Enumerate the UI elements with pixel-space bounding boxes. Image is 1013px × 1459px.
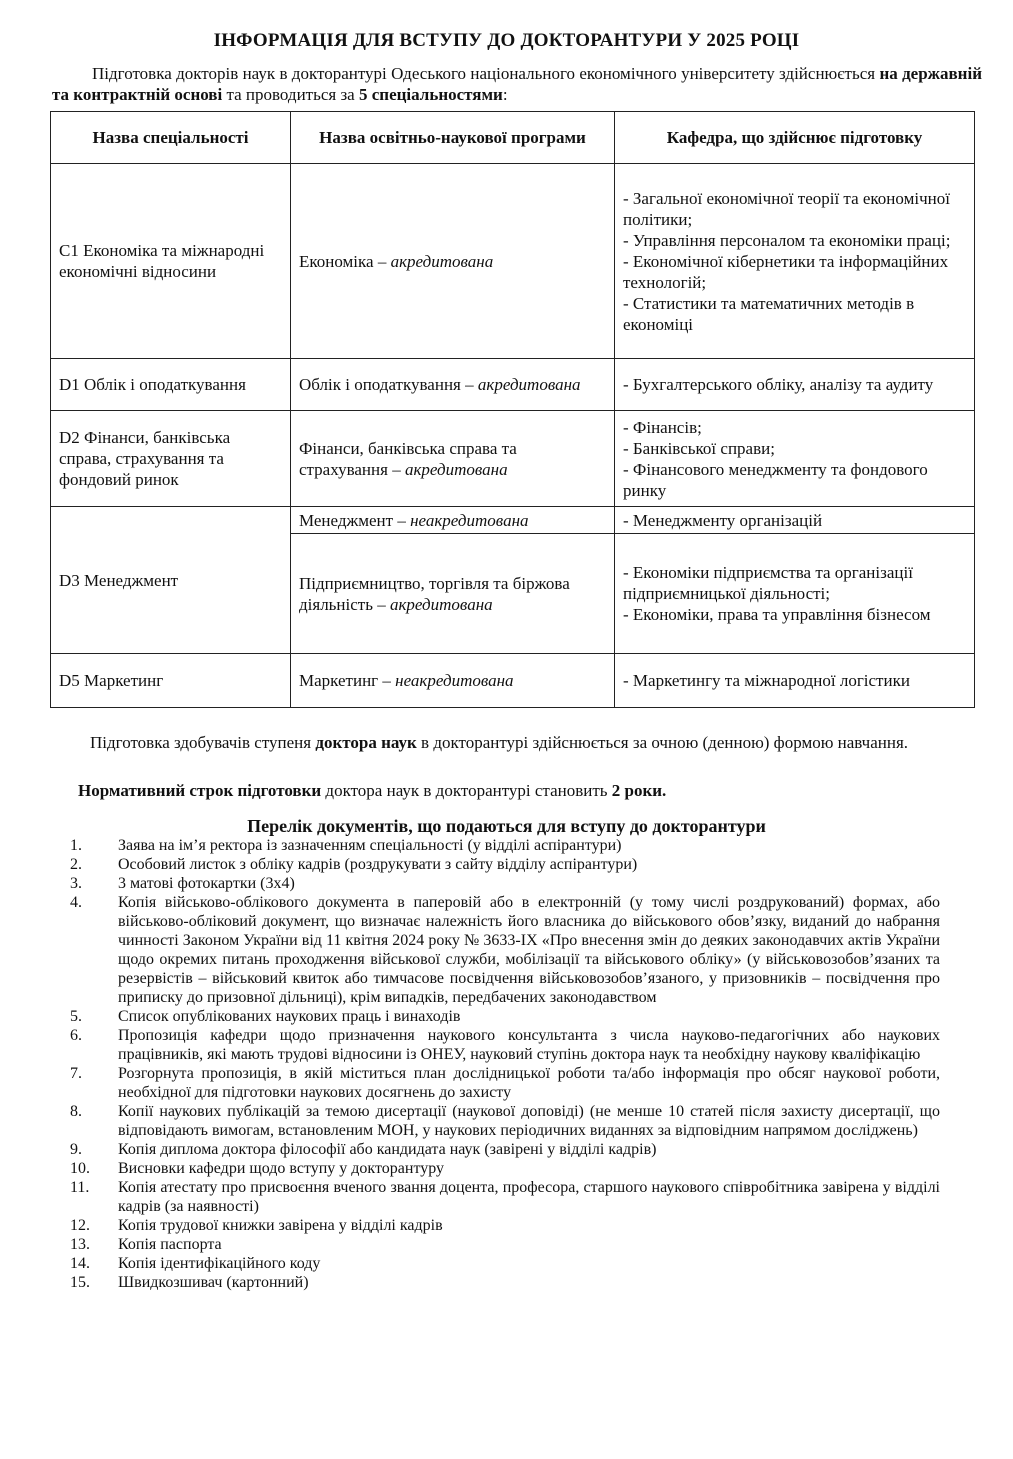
department-item: - Загальної економічної теорії та економічної політики; xyxy=(623,188,950,229)
program-status: акредитована xyxy=(404,459,508,479)
program-name: Підприємництво, торгівля та біржова діяльність – xyxy=(299,573,570,614)
list-item xyxy=(70,1007,940,1026)
program-cell xyxy=(291,507,615,534)
list-item xyxy=(70,1102,940,1140)
list-item-number: 1. xyxy=(70,837,82,854)
specialty-cell: D3 Менеджмент xyxy=(51,507,291,654)
study-form-text-2: в докторантурі здійснюється за очною (денною) формою навчання. xyxy=(416,733,909,752)
list-item-text: Швидкозшивач (картонний) xyxy=(118,1274,309,1291)
specialty-cell: D2 Фінанси, банківська справа, страхування та фондовий ринок xyxy=(51,411,291,507)
list-item xyxy=(70,1064,940,1102)
list-item-number: 12. xyxy=(70,1217,90,1234)
department-cell xyxy=(615,164,975,359)
department-cell xyxy=(615,654,975,708)
intro-text-2: та проводиться за xyxy=(222,85,359,104)
term-text: доктора наук в докторантурі становить xyxy=(321,781,612,800)
program-name: Маркетинг – xyxy=(299,671,396,690)
list-item xyxy=(70,893,940,1007)
program-status: акредитована xyxy=(389,594,493,614)
list-item-number: 8. xyxy=(70,1103,82,1120)
list-item-number: 7. xyxy=(70,1065,82,1082)
list-item-text: Заява на ім’я ректора із зазначенням спеціальності (у відділі аспірантури) xyxy=(118,837,622,854)
documents-title: Перелік документів, що подаються для вступу до докторантури xyxy=(247,816,766,836)
list-item-text: Список опублікованих наукових праць і винаходів xyxy=(118,1008,461,1025)
program-name: Фінанси, банківська справа та страхування – xyxy=(299,438,517,479)
department-item: - Економічної кібернетики та інформаційних технологій; xyxy=(623,251,949,292)
documents-list xyxy=(70,836,940,1292)
study-form-block xyxy=(50,732,980,753)
intro-text: Підготовка докторів наук в докторантурі Одеського національного економічного університету здійснюється xyxy=(92,64,880,83)
department-cell xyxy=(615,507,975,534)
program-status: неакредитована xyxy=(410,510,529,530)
list-item-number: 6. xyxy=(70,1027,82,1044)
department-cell xyxy=(615,534,975,654)
list-item xyxy=(70,1235,940,1254)
term-paragraph xyxy=(50,780,980,801)
department-item: - Економіки підприємства та організації підприємницької діяльності; xyxy=(623,563,913,603)
program-cell xyxy=(291,164,615,359)
list-item xyxy=(70,855,940,874)
program-status: неакредитована xyxy=(395,671,514,690)
list-item xyxy=(70,1026,940,1064)
department-item: - Менеджменту організацій xyxy=(623,510,823,530)
table-row xyxy=(51,164,975,359)
specialty-cell: D1 Облік і оподаткування xyxy=(51,359,291,411)
list-item-number: 15. xyxy=(70,1274,90,1291)
list-item-number: 11. xyxy=(70,1179,90,1196)
list-item xyxy=(70,1178,940,1216)
program-cell xyxy=(291,654,615,708)
table-row xyxy=(51,411,975,507)
list-item xyxy=(70,836,940,855)
table-row xyxy=(51,359,975,411)
list-item-number: 13. xyxy=(70,1236,90,1253)
list-item-text: 3 матові фотокартки (3х4) xyxy=(118,875,295,892)
term-bold: Нормативний строк підготовки xyxy=(78,781,322,800)
study-form-bold: доктора наук xyxy=(315,733,417,752)
program-name: Економіка – xyxy=(299,251,391,271)
list-item xyxy=(70,1216,940,1235)
list-item-number: 10. xyxy=(70,1160,90,1177)
list-item-number: 9. xyxy=(70,1141,82,1158)
program-cell xyxy=(291,359,615,411)
list-item-text: Копія військово-облікового документа в паперовій або в електронній (у тому числі роздрукований) формах, або військово-обліковий документ, що визначає належність його власника до військового обов’язку, виданий до набрання чинності Законом України від 11 квітня 2024 року № 3633-IX «Про внесення змін до деяких законодавчих актів України щодо окремих питань проходження військової служби, мобілізації та військового обліку» (у військовозобов’язаних та резервістів – військовий квиток або тимчасове посвідчення військовозобов’язаного, у призовників – посвідчення про приписку до призовної дільниці), крім випадків, передбачених законодавством xyxy=(118,894,940,1006)
intro-bold-count: 5 спеціальностями xyxy=(358,85,503,104)
table-header-row xyxy=(51,112,975,164)
list-item-text: Копія атестату про присвоєння вченого звання доцента, професора, старшого наукового співробітника завірена у відділі кадрів (за наявності) xyxy=(118,1179,940,1215)
list-item-text: Розгорнута пропозиція, в якій міститься план дослідницької роботи та/або інформація про обсяг наукової роботи, необхідної для підготовки наукових досягнень до захисту xyxy=(118,1065,940,1101)
specialty-cell: С1 Економіка та міжнародні економічні відносини xyxy=(51,164,291,359)
intro-paragraph xyxy=(52,63,982,105)
department-item: - Управління персоналом та економіки праці; xyxy=(623,230,951,250)
study-form-text: Підготовка здобувачів ступеня xyxy=(90,733,316,752)
list-item-text: Особовий листок з обліку кадрів (роздрукувати з сайту відділу аспірантури) xyxy=(118,856,638,873)
department-item: - Економіки, права та управління бізнесом xyxy=(623,605,931,624)
list-item-text: Пропозиція кафедри щодо призначення наукового консультанта з числа науково-педагогічних або наукових працівників, які мають трудові відносини із ОНЕУ, науковий ступінь доктора наук та необхідну наукову кваліфікацію xyxy=(118,1027,940,1063)
program-status: акредитована xyxy=(477,375,581,394)
list-item-number: 3. xyxy=(70,875,82,892)
page-title: ІНФОРМАЦІЯ ДЛЯ ВСТУПУ ДО ДОКТОРАНТУРИ У 2025 РОЦІ xyxy=(213,30,800,51)
list-item xyxy=(70,1140,940,1159)
department-item: - Бухгалтерського обліку, аналізу та аудиту xyxy=(623,375,934,394)
intro-bold-basis: на державній та контрактній основі xyxy=(52,64,982,104)
program-name: Менеджмент – xyxy=(299,510,411,530)
term-block xyxy=(50,780,980,801)
department-cell xyxy=(615,359,975,411)
intro-text-3: : xyxy=(502,85,508,104)
list-item-text: Копія диплома доктора філософії або кандидата наук (завірені у відділі кадрів) xyxy=(118,1141,657,1158)
header-department: Кафедра, що здійснює підготовку xyxy=(615,112,975,164)
list-item-number: 4. xyxy=(70,894,82,911)
department-item: - Фінансового менеджменту та фондового ринку xyxy=(623,459,928,500)
list-item-number: 5. xyxy=(70,1008,82,1025)
list-item-number: 14. xyxy=(70,1255,90,1272)
department-item: - Фінансів; xyxy=(623,417,702,437)
program-name: Облік і оподаткування – xyxy=(299,375,478,394)
list-item xyxy=(70,1159,940,1178)
department-item: - Статистики та математичних методів в економіці xyxy=(623,293,915,334)
list-item xyxy=(70,874,940,893)
list-item-text: Копії наукових публікацій за темою дисертації (наукової доповіді) (не менше 10 статей після захисту дисертації, що відповідають вимогам, встановленим МОН, у наукових періодичних виданнях за відповідним напрямом досліджень) xyxy=(118,1103,940,1139)
table-row xyxy=(51,507,975,534)
department-item: - Маркетингу та міжнародної логістики xyxy=(623,671,910,690)
program-cell xyxy=(291,534,615,654)
program-cell xyxy=(291,411,615,507)
list-item-text: Копія ідентифікаційного коду xyxy=(118,1255,321,1272)
specialties-table xyxy=(50,111,975,708)
list-item-text: Копія паспорта xyxy=(118,1236,222,1253)
term-duration: 2 роки. xyxy=(611,781,667,800)
list-item xyxy=(70,1273,940,1292)
header-specialty: Назва спеціальності xyxy=(51,112,291,164)
program-status: акредитована xyxy=(390,251,494,271)
specialty-cell: D5 Маркетинг xyxy=(51,654,291,708)
list-item xyxy=(70,1254,940,1273)
department-item: - Банківської справи; xyxy=(623,438,775,458)
list-item-number: 2. xyxy=(70,856,82,873)
department-cell xyxy=(615,411,975,507)
list-item-text: Копія трудової книжки завірена у відділі кадрів xyxy=(118,1217,443,1234)
header-program: Назва освітньо-наукової програми xyxy=(291,112,615,164)
study-form-paragraph xyxy=(50,732,980,753)
list-item-text: Висновки кафедри щодо вступу у докторантуру xyxy=(118,1160,445,1177)
table-row xyxy=(51,654,975,708)
